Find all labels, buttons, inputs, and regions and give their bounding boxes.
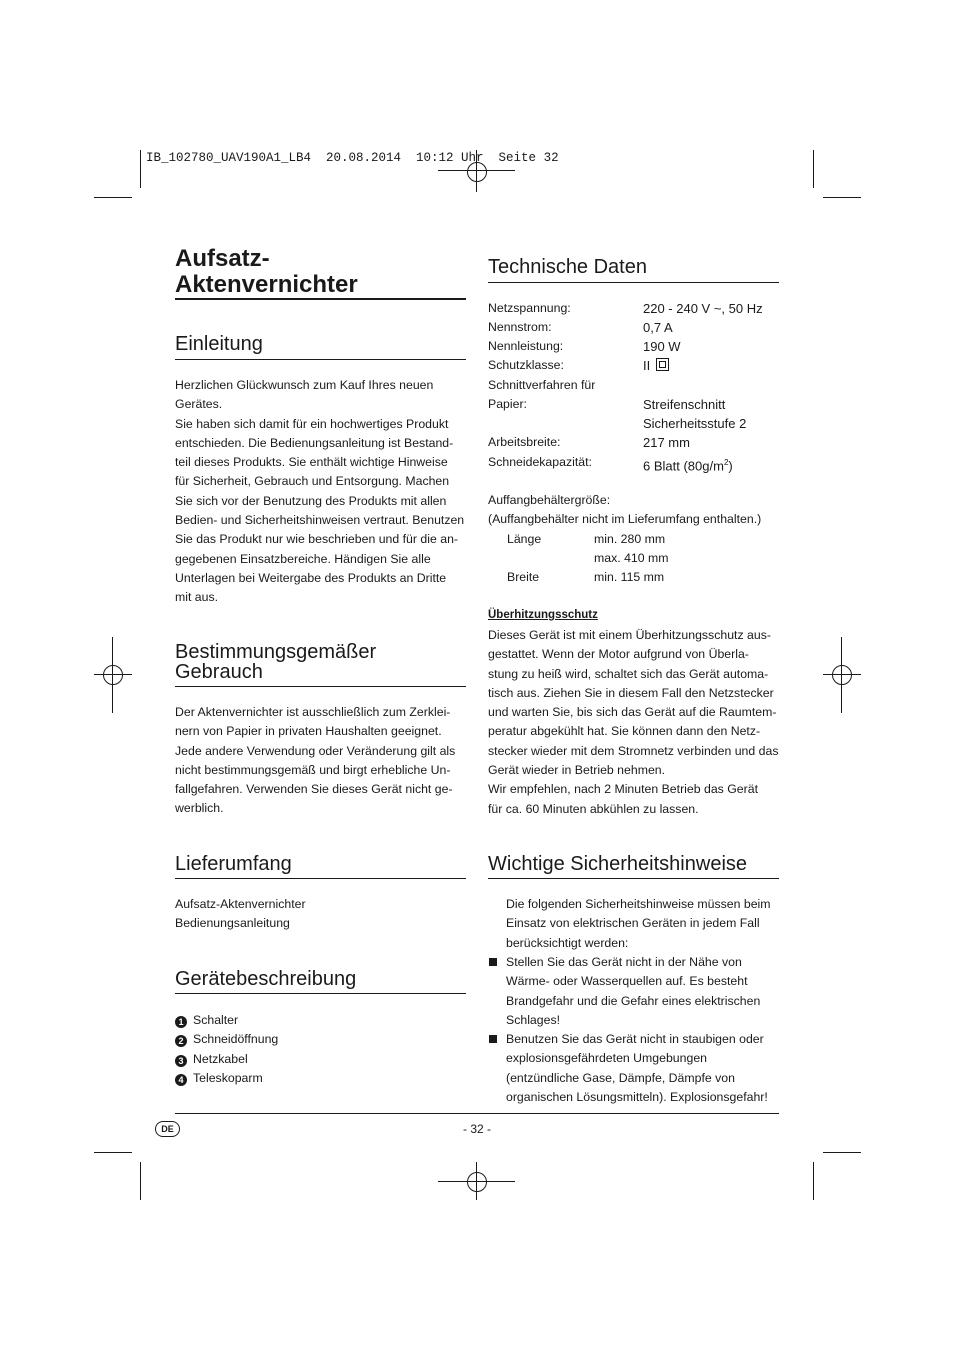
protection-class-icon (656, 358, 669, 371)
einleitung-text: Herzlichen Glückwunsch zum Kauf Ihres neuen Gerätes. Sie haben sich damit für ein hochwertiges Produkt entschieden. Die Bedienungsanleitung ist Bestand- teil dieses Produkts. Sie enthält wichtige Hinweise für Sicherheit, Gebrauch und Entsorgung. Machen Sie sich vor der Benutzung des Produkts mit allen Bedien- und Sicherheitshinweisen vertraut. Benutzen Sie das Produkt nur wie beschrieben und für die an- gegebenen Einsatzbereiche. Händigen Sie alle Unterlagen bei Weitergabe des Produkts an Dritte mit aus. (175, 378, 465, 605)
heading-technische-daten: Technische Daten (488, 256, 647, 278)
language-badge: DE (155, 1121, 180, 1137)
ueberhitzung-heading: Überhitzungsschutz (488, 609, 598, 621)
number-badge: 2 (175, 1035, 187, 1047)
heading-gebrauch: Bestimmungsgemäßer Gebrauch (175, 641, 377, 683)
number-badge: 3 (175, 1055, 187, 1067)
sicherheit-bullet-1: Stellen Sie das Gerät nicht in der Nähe von Wärme- oder Wasserquellen auf. Es besteht Brandgefahr und die Gefahr eines elektrischen Schlages! (506, 955, 761, 1027)
heading-rule (488, 282, 779, 283)
number-badge: 1 (175, 1016, 187, 1028)
number-badge: 4 (175, 1074, 187, 1086)
heading-rule (175, 359, 466, 360)
print-slug: IB_102780_UAV190A1_LB4 20.08.2014 10:12 Uhr Seite 32 (146, 151, 559, 165)
title-rule (175, 298, 466, 300)
list-item: 3 Netzkabel (175, 1050, 470, 1069)
breite-value: min. 115 mm (594, 570, 665, 584)
footer-rule (175, 1113, 779, 1114)
laenge-min: min. 280 mm (594, 532, 666, 546)
heading-geraetebeschreibung: Gerätebeschreibung (175, 968, 357, 990)
ueberhitzung-text: Dieses Gerät ist mit einem Überhitzungsschutz aus- gestattet. Wenn der Motor aufgrund von Überla- stung zu heiß wird, schaltet sich das Gerät automa- tisch aus. Ziehen Sie in diesem Fall den Netzstecker und warten Sie, bis sich das Gerät auf die Raumtem- peratur abgekühlt hat. Sie können dann den Netz- stecker wieder mit dem Stromnetz verbinden und das Gerät wieder in Betrieb nehmen. Wir empfehlen, nach 2 Minuten Betrieb das Gerät für ca. 60 Minuten abkühlen zu lassen. (488, 628, 779, 816)
laenge-max: max. 410 mm (594, 551, 669, 565)
list-item: 1 Schalter (175, 1011, 470, 1030)
heading-rule (488, 878, 779, 879)
lieferumfang-list: Aufsatz-Aktenvernichter Bedienungsanleitung (175, 897, 306, 931)
page-title: Aufsatz- Aktenvernichter (175, 245, 358, 298)
breite-label: Breite (507, 570, 540, 584)
sicherheit-intro: Die folgenden Sicherheitshinweise müssen beim Einsatz von elektrischen Geräten in jedem Fall berücksichtigt werden: (506, 897, 771, 950)
geraet-list (175, 1011, 470, 1088)
heading-rule (175, 686, 466, 687)
auffang-label: Auffangbehältergröße: (488, 493, 611, 507)
list-item: 2 Schneidöffnung (175, 1030, 470, 1049)
page-number: - 32 - (462, 1122, 491, 1136)
list-item: 4 Teleskoparm (175, 1069, 470, 1088)
bullet-square-icon (489, 1035, 497, 1043)
heading-rule (175, 878, 466, 879)
bullet-square-icon (489, 958, 497, 966)
heading-lieferumfang: Lieferumfang (175, 853, 292, 875)
sicherheit-bullet-2: Benutzen Sie das Gerät nicht in staubigen oder explosionsgefährdeten Umgebungen (entzündliche Gase, Dämpfe, Dämpfe von organischen Lösungsmitteln). Explosionsgefahr! (506, 1032, 768, 1104)
gebrauch-text: Der Aktenvernichter ist ausschließlich zum Zerklei- nern von Papier in privaten Haushalten geeignet. Jede andere Verwendung oder Veränderung gilt als nicht bestimmungsgemäß und birgt erhebliche Un- fallgefahren. Verwenden Sie dieses Gerät nicht ge- werblich. (175, 705, 456, 816)
auffang-note: (Auffangbehälter nicht im Lieferumfang enthalten.) (488, 512, 762, 526)
laenge-label: Länge (507, 532, 542, 546)
heading-rule (175, 993, 466, 994)
heading-einleitung: Einleitung (175, 333, 263, 355)
heading-sicherheitshinweise: Wichtige Sicherheitshinweise (488, 853, 748, 875)
